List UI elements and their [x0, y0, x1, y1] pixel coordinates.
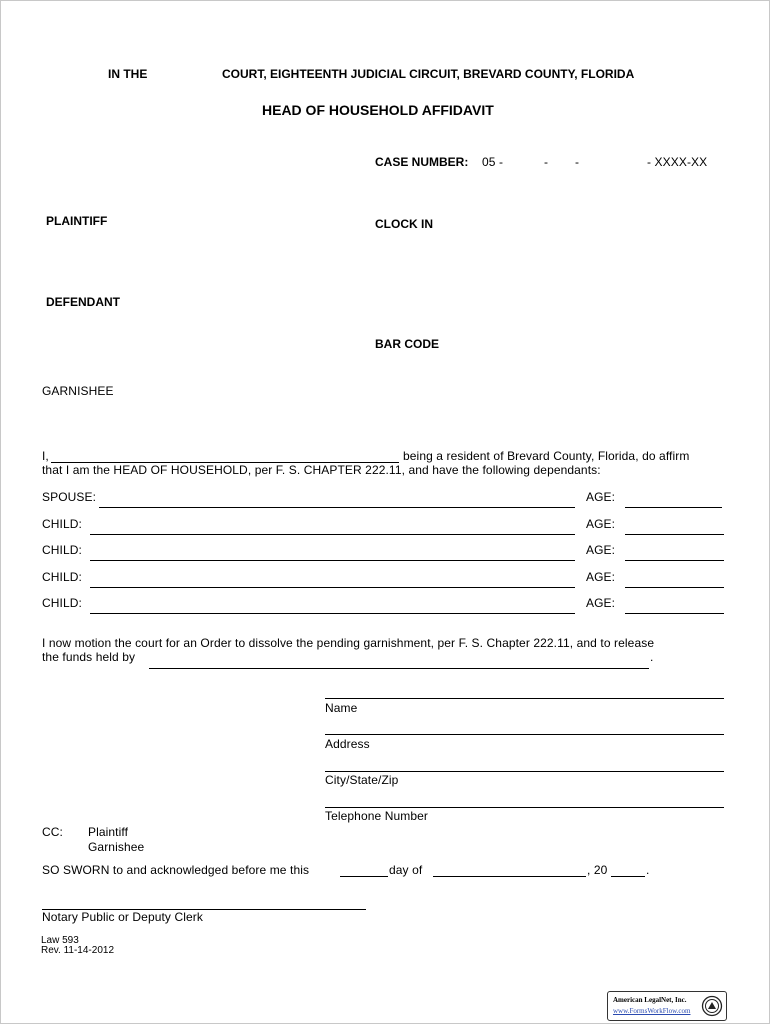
garnishee-label: GARNISHEE	[42, 384, 114, 398]
motion-period: .	[650, 650, 654, 664]
sworn-year-line[interactable]	[611, 876, 645, 877]
cc-garnishee: Garnishee	[88, 840, 145, 854]
case-number-separator-2: -	[575, 155, 580, 169]
child-4-name-line[interactable]	[90, 613, 575, 614]
case-number-field-1[interactable]	[506, 153, 542, 169]
case-number-suffix: - XXXX-XX	[647, 155, 708, 169]
affirm-prefix: I,	[42, 449, 49, 463]
case-number-separator-1: -	[544, 155, 549, 169]
publisher-logo	[607, 991, 727, 1021]
in-the-label: IN THE	[108, 67, 148, 81]
sworn-month-line[interactable]	[433, 876, 586, 877]
spouse-name-line[interactable]	[99, 507, 575, 508]
motion-line-2: the funds held by	[42, 650, 136, 664]
case-number-prefix: 05 -	[482, 155, 504, 169]
spouse-age-line[interactable]	[625, 507, 722, 508]
affirm-line-2: that I am the HEAD OF HOUSEHOLD, per F. S. CHAPTER 222.11, and have the following dependants:	[42, 463, 601, 477]
sworn-day-line[interactable]	[340, 876, 388, 877]
name-line[interactable]	[325, 698, 724, 699]
telephone-line[interactable]	[325, 807, 724, 808]
sworn-prefix: SO SWORN to and acknowledged before me this	[42, 863, 310, 877]
defendant-label: DEFENDANT	[46, 295, 120, 309]
child-3-age-label: AGE:	[586, 570, 616, 584]
child-1-name-line[interactable]	[90, 534, 575, 535]
cc-label: CC:	[42, 825, 63, 839]
case-number-label: CASE NUMBER:	[375, 155, 469, 169]
child-2-age-label: AGE:	[586, 543, 616, 557]
publisher-url[interactable]: www.FormsWorkFlow.com	[613, 1007, 691, 1015]
city-state-zip-line[interactable]	[325, 771, 724, 772]
case-number-field-3[interactable]	[583, 153, 643, 169]
sworn-year-prefix: , 20	[587, 863, 608, 877]
form-revision: Rev. 11-14-2012	[41, 945, 115, 956]
motion-line-1: I now motion the court for an Order to dissolve the pending garnishment, per F. S. Chapter 222.11, and to release	[42, 636, 655, 650]
sworn-period: .	[646, 863, 650, 877]
affirm-suffix: being a resident of Brevard County, Florida, do affirm	[403, 449, 690, 463]
clock-in-label: CLOCK IN	[375, 217, 433, 231]
plaintiff-label: PLAINTIFF	[46, 214, 108, 228]
child-4-label: CHILD:	[42, 596, 82, 610]
cc-plaintiff: Plaintiff	[88, 825, 129, 839]
bar-code-label: BAR CODE	[375, 337, 440, 351]
spouse-age-label: AGE:	[586, 490, 616, 504]
publisher-name: American LegalNet, Inc.	[613, 996, 687, 1004]
case-number-field-2[interactable]	[552, 153, 572, 169]
form-title: HEAD OF HOUSEHOLD AFFIDAVIT	[262, 102, 494, 118]
publisher-emblem-icon	[701, 995, 723, 1017]
child-3-label: CHILD:	[42, 570, 82, 584]
form-law-number: Law 593	[41, 935, 79, 946]
telephone-label: Telephone Number	[325, 809, 428, 823]
address-label: Address	[325, 737, 370, 751]
child-1-age-label: AGE:	[586, 517, 616, 531]
child-1-label: CHILD:	[42, 517, 82, 531]
child-3-name-line[interactable]	[90, 587, 575, 588]
name-label: Name	[325, 701, 358, 715]
child-1-age-line[interactable]	[625, 534, 724, 535]
child-4-age-label: AGE:	[586, 596, 616, 610]
child-2-label: CHILD:	[42, 543, 82, 557]
spouse-label: SPOUSE:	[42, 490, 97, 504]
address-line[interactable]	[325, 734, 724, 735]
notary-label: Notary Public or Deputy Clerk	[42, 910, 203, 924]
city-state-zip-label: City/State/Zip	[325, 773, 399, 787]
sworn-day-of: day of	[389, 863, 423, 877]
child-2-name-line[interactable]	[90, 560, 575, 561]
child-2-age-line[interactable]	[625, 560, 724, 561]
court-name: COURT, EIGHTEENTH JUDICIAL CIRCUIT, BREVARD COUNTY, FLORIDA	[222, 67, 635, 81]
funds-held-by-line[interactable]	[149, 668, 649, 669]
child-3-age-line[interactable]	[625, 587, 724, 588]
child-4-age-line[interactable]	[625, 613, 724, 614]
